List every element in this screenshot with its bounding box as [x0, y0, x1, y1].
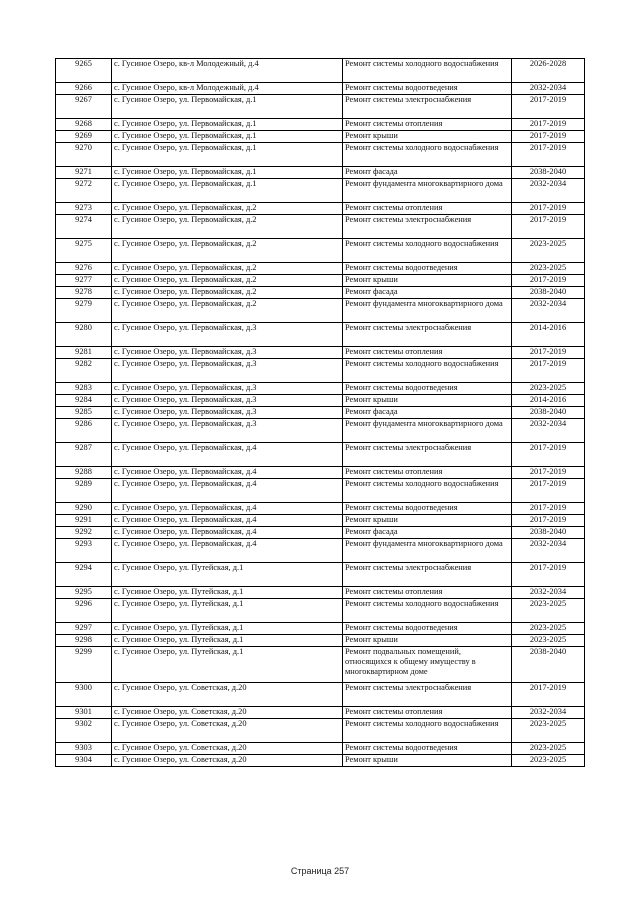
row-number-cell: 9285 [56, 407, 112, 419]
address-cell: с. Гусиное Озеро, ул. Первомайская, д.3 [112, 407, 343, 419]
period-cell: 2017-2019 [512, 143, 585, 167]
row-number-cell: 9277 [56, 275, 112, 287]
row-number-cell: 9294 [56, 563, 112, 587]
row-number-cell: 9301 [56, 707, 112, 719]
table-row [56, 179, 585, 203]
work-type-cell: Ремонт системы холодного водоснабжения [343, 599, 512, 623]
row-number-cell: 9295 [56, 587, 112, 599]
period-cell: 2026-2028 [512, 59, 585, 83]
row-number-cell: 9269 [56, 131, 112, 143]
table-row [56, 503, 585, 515]
period-cell: 2017-2019 [512, 347, 585, 359]
address-cell: с. Гусиное Озеро, ул. Первомайская, д.3 [112, 419, 343, 443]
work-type-cell: Ремонт крыши [343, 515, 512, 527]
table-row [56, 683, 585, 707]
period-cell: 2023-2025 [512, 755, 585, 767]
table-row [56, 83, 585, 95]
work-type-cell: Ремонт системы водоотведения [343, 623, 512, 635]
period-cell: 2023-2025 [512, 719, 585, 743]
row-number-cell: 9299 [56, 647, 112, 683]
address-cell: с. Гусиное Озеро, кв-л Молодежный, д.4 [112, 59, 343, 83]
address-cell: с. Гусиное Озеро, ул. Первомайская, д.1 [112, 167, 343, 179]
table-row [56, 527, 585, 539]
work-type-cell: Ремонт фундамента многоквартирного дома [343, 419, 512, 443]
address-cell: с. Гусиное Озеро, ул. Путейская, д.1 [112, 623, 343, 635]
work-type-cell: Ремонт крыши [343, 395, 512, 407]
work-type-cell: Ремонт системы холодного водоснабжения [343, 479, 512, 503]
row-number-cell: 9298 [56, 635, 112, 647]
row-number-cell: 9278 [56, 287, 112, 299]
address-cell: с. Гусиное Озеро, ул. Первомайская, д.1 [112, 119, 343, 131]
address-cell: с. Гусиное Озеро, ул. Первомайская, д.4 [112, 539, 343, 563]
row-number-cell: 9282 [56, 359, 112, 383]
period-cell: 2032-2034 [512, 83, 585, 95]
table-row [56, 647, 585, 683]
period-cell: 2017-2019 [512, 275, 585, 287]
address-cell: с. Гусиное Озеро, ул. Первомайская, д.1 [112, 131, 343, 143]
row-number-cell: 9290 [56, 503, 112, 515]
table-row [56, 95, 585, 119]
table-row [56, 395, 585, 407]
row-number-cell: 9270 [56, 143, 112, 167]
table-row [56, 239, 585, 263]
address-cell: с. Гусиное Озеро, ул. Первомайская, д.4 [112, 503, 343, 515]
period-cell: 2017-2019 [512, 683, 585, 707]
work-type-cell: Ремонт крыши [343, 275, 512, 287]
row-number-cell: 9302 [56, 719, 112, 743]
table-row [56, 275, 585, 287]
row-number-cell: 9296 [56, 599, 112, 623]
work-type-cell: Ремонт системы отопления [343, 347, 512, 359]
work-type-cell: Ремонт системы электроснабжения [343, 443, 512, 467]
address-cell: с. Гусиное Озеро, ул. Первомайская, д.3 [112, 323, 343, 347]
period-cell: 2017-2019 [512, 503, 585, 515]
table-row [56, 635, 585, 647]
period-cell: 2017-2019 [512, 119, 585, 131]
table-row [56, 263, 585, 275]
work-type-cell: Ремонт системы водоотведения [343, 383, 512, 395]
work-type-cell: Ремонт фасада [343, 527, 512, 539]
row-number-cell: 9275 [56, 239, 112, 263]
work-type-cell: Ремонт крыши [343, 131, 512, 143]
period-cell: 2017-2019 [512, 131, 585, 143]
work-type-cell: Ремонт системы холодного водоснабжения [343, 719, 512, 743]
address-cell: с. Гусиное Озеро, ул. Первомайская, д.1 [112, 95, 343, 119]
table-row [56, 443, 585, 467]
period-cell: 2017-2019 [512, 563, 585, 587]
period-cell: 2017-2019 [512, 515, 585, 527]
repair-schedule-table [55, 58, 585, 767]
address-cell: с. Гусиное Озеро, ул. Первомайская, д.2 [112, 299, 343, 323]
address-cell: с. Гусиное Озеро, ул. Первомайская, д.3 [112, 347, 343, 359]
table-row [56, 359, 585, 383]
table-row [56, 743, 585, 755]
work-type-cell: Ремонт системы отопления [343, 707, 512, 719]
table-row [56, 299, 585, 323]
period-cell: 2032-2034 [512, 419, 585, 443]
work-type-cell: Ремонт крыши [343, 635, 512, 647]
period-cell: 2023-2025 [512, 263, 585, 275]
table-row [56, 419, 585, 443]
address-cell: с. Гусиное Озеро, ул. Первомайская, д.3 [112, 395, 343, 407]
table-row [56, 587, 585, 599]
row-number-cell: 9281 [56, 347, 112, 359]
address-cell: с. Гусиное Озеро, ул. Первомайская, д.4 [112, 515, 343, 527]
address-cell: с. Гусиное Озеро, ул. Советская, д.20 [112, 707, 343, 719]
work-type-cell: Ремонт фасада [343, 287, 512, 299]
address-cell: с. Гусиное Озеро, ул. Первомайская, д.4 [112, 467, 343, 479]
row-number-cell: 9279 [56, 299, 112, 323]
address-cell: с. Гусиное Озеро, ул. Советская, д.20 [112, 743, 343, 755]
table-row [56, 131, 585, 143]
work-type-cell: Ремонт фасада [343, 167, 512, 179]
table-row [56, 707, 585, 719]
row-number-cell: 9293 [56, 539, 112, 563]
table-row [56, 623, 585, 635]
period-cell: 2023-2025 [512, 635, 585, 647]
period-cell: 2017-2019 [512, 215, 585, 239]
work-type-cell: Ремонт системы электроснабжения [343, 95, 512, 119]
table-row [56, 479, 585, 503]
work-type-cell: Ремонт системы отопления [343, 467, 512, 479]
period-cell: 2017-2019 [512, 467, 585, 479]
row-number-cell: 9287 [56, 443, 112, 467]
period-cell: 2032-2034 [512, 299, 585, 323]
page-number: Страница 257 [290, 866, 350, 876]
period-cell: 2017-2019 [512, 359, 585, 383]
period-cell: 2032-2034 [512, 179, 585, 203]
period-cell: 2032-2034 [512, 587, 585, 599]
row-number-cell: 9286 [56, 419, 112, 443]
row-number-cell: 9280 [56, 323, 112, 347]
table-row [56, 407, 585, 419]
address-cell: с. Гусиное Озеро, ул. Советская, д.20 [112, 719, 343, 743]
address-cell: с. Гусиное Озеро, ул. Первомайская, д.4 [112, 527, 343, 539]
row-number-cell: 9267 [56, 95, 112, 119]
table-row [56, 143, 585, 167]
period-cell: 2017-2019 [512, 479, 585, 503]
period-cell: 2017-2019 [512, 443, 585, 467]
row-number-cell: 9300 [56, 683, 112, 707]
period-cell: 2017-2019 [512, 95, 585, 119]
period-cell: 2023-2025 [512, 743, 585, 755]
table-row [56, 383, 585, 395]
work-type-cell: Ремонт системы холодного водоснабжения [343, 359, 512, 383]
address-cell: с. Гусиное Озеро, ул. Путейская, д.1 [112, 635, 343, 647]
address-cell: с. Гусиное Озеро, ул. Первомайская, д.4 [112, 479, 343, 503]
table-row [56, 167, 585, 179]
address-cell: с. Гусиное Озеро, ул. Первомайская, д.3 [112, 383, 343, 395]
table-row [56, 215, 585, 239]
row-number-cell: 9273 [56, 203, 112, 215]
period-cell: 2038-2040 [512, 647, 585, 683]
row-number-cell: 9272 [56, 179, 112, 203]
work-type-cell: Ремонт системы электроснабжения [343, 323, 512, 347]
row-number-cell: 9276 [56, 263, 112, 275]
period-cell: 2014-2016 [512, 395, 585, 407]
address-cell: с. Гусиное Озеро, ул. Первомайская, д.4 [112, 443, 343, 467]
period-cell: 2032-2034 [512, 539, 585, 563]
table-row [56, 203, 585, 215]
period-cell: 2023-2025 [512, 599, 585, 623]
work-type-cell: Ремонт системы холодного водоснабжения [343, 59, 512, 83]
work-type-cell: Ремонт системы водоотведения [343, 743, 512, 755]
table-row [56, 467, 585, 479]
address-cell: с. Гусиное Озеро, ул. Советская, д.20 [112, 755, 343, 767]
period-cell: 2023-2025 [512, 239, 585, 263]
address-cell: с. Гусиное Озеро, ул. Первомайская, д.2 [112, 203, 343, 215]
period-cell: 2023-2025 [512, 623, 585, 635]
row-number-cell: 9265 [56, 59, 112, 83]
work-type-cell: Ремонт фундамента многоквартирного дома [343, 299, 512, 323]
row-number-cell: 9292 [56, 527, 112, 539]
work-type-cell: Ремонт системы холодного водоснабжения [343, 143, 512, 167]
table-row [56, 347, 585, 359]
table-row [56, 323, 585, 347]
work-type-cell: Ремонт подвальных помещений, относящихся к общему имуществу в многоквартирном доме [343, 647, 512, 683]
work-type-cell: Ремонт системы электроснабжения [343, 683, 512, 707]
address-cell: с. Гусиное Озеро, ул. Первомайская, д.3 [112, 359, 343, 383]
address-cell: с. Гусиное Озеро, ул. Первомайская, д.2 [112, 215, 343, 239]
address-cell: с. Гусиное Озеро, ул. Первомайская, д.2 [112, 263, 343, 275]
address-cell: с. Гусиное Озеро, ул. Советская, д.20 [112, 683, 343, 707]
period-cell: 2023-2025 [512, 383, 585, 395]
row-number-cell: 9283 [56, 383, 112, 395]
work-type-cell: Ремонт системы водоотведения [343, 503, 512, 515]
repair-schedule-table-container [55, 58, 585, 767]
table-body [56, 59, 585, 767]
address-cell: с. Гусиное Озеро, ул. Первомайская, д.1 [112, 143, 343, 167]
row-number-cell: 9288 [56, 467, 112, 479]
period-cell: 2017-2019 [512, 203, 585, 215]
period-cell: 2038-2040 [512, 167, 585, 179]
table-row [56, 515, 585, 527]
row-number-cell: 9271 [56, 167, 112, 179]
work-type-cell: Ремонт системы электроснабжения [343, 563, 512, 587]
work-type-cell: Ремонт системы отопления [343, 203, 512, 215]
work-type-cell: Ремонт системы водоотведения [343, 83, 512, 95]
work-type-cell: Ремонт системы водоотведения [343, 263, 512, 275]
address-cell: с. Гусиное Озеро, ул. Путейская, д.1 [112, 647, 343, 683]
work-type-cell: Ремонт системы холодного водоснабжения [343, 239, 512, 263]
address-cell: с. Гусиное Озеро, ул. Первомайская, д.1 [112, 179, 343, 203]
address-cell: с. Гусиное Озеро, ул. Первомайская, д.2 [112, 287, 343, 299]
work-type-cell: Ремонт крыши [343, 755, 512, 767]
table-row [56, 59, 585, 83]
work-type-cell: Ремонт системы электроснабжения [343, 215, 512, 239]
row-number-cell: 9289 [56, 479, 112, 503]
work-type-cell: Ремонт системы отопления [343, 587, 512, 599]
address-cell: с. Гусиное Озеро, ул. Первомайская, д.2 [112, 275, 343, 287]
table-row [56, 119, 585, 131]
work-type-cell: Ремонт фасада [343, 407, 512, 419]
address-cell: с. Гусиное Озеро, ул. Путейская, д.1 [112, 599, 343, 623]
work-type-cell: Ремонт системы отопления [343, 119, 512, 131]
table-row [56, 755, 585, 767]
period-cell: 2038-2040 [512, 287, 585, 299]
row-number-cell: 9284 [56, 395, 112, 407]
address-cell: с. Гусиное Озеро, кв-л Молодежный, д.4 [112, 83, 343, 95]
period-cell: 2032-2034 [512, 707, 585, 719]
period-cell: 2014-2016 [512, 323, 585, 347]
row-number-cell: 9266 [56, 83, 112, 95]
table-row [56, 539, 585, 563]
address-cell: с. Гусиное Озеро, ул. Путейская, д.1 [112, 563, 343, 587]
row-number-cell: 9304 [56, 755, 112, 767]
period-cell: 2038-2040 [512, 527, 585, 539]
table-row [56, 563, 585, 587]
row-number-cell: 9297 [56, 623, 112, 635]
table-row [56, 599, 585, 623]
row-number-cell: 9268 [56, 119, 112, 131]
work-type-cell: Ремонт фундамента многоквартирного дома [343, 179, 512, 203]
work-type-cell: Ремонт фундамента многоквартирного дома [343, 539, 512, 563]
row-number-cell: 9274 [56, 215, 112, 239]
row-number-cell: 9303 [56, 743, 112, 755]
row-number-cell: 9291 [56, 515, 112, 527]
address-cell: с. Гусиное Озеро, ул. Первомайская, д.2 [112, 239, 343, 263]
address-cell: с. Гусиное Озеро, ул. Путейская, д.1 [112, 587, 343, 599]
period-cell: 2038-2040 [512, 407, 585, 419]
table-row [56, 287, 585, 299]
table-row [56, 719, 585, 743]
